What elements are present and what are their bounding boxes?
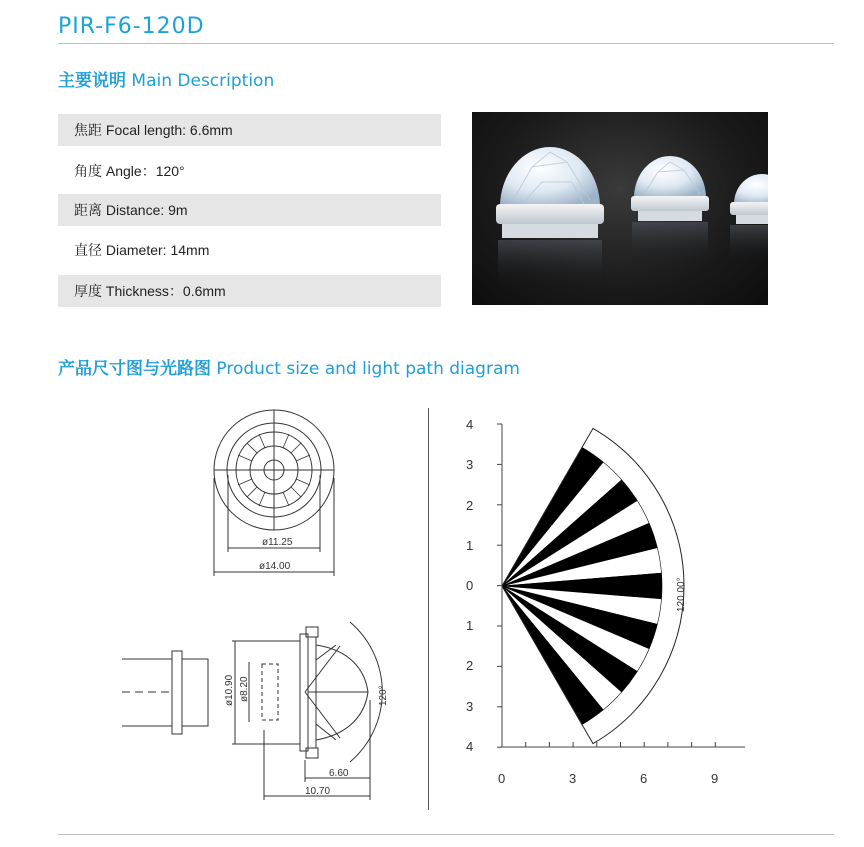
light-path-fan [502,428,684,743]
dim-side-outer: ø10.90 [224,674,235,706]
x-tick-label: 3 [569,771,577,786]
diagram-heading-en: Product size and light path diagram [216,359,520,379]
y-tick-label: 1 [466,538,474,553]
dim-outer-diameter: ø14.00 [259,561,291,572]
x-tick-label: 6 [640,771,648,786]
footer-divider [58,834,834,835]
heading-cn: 主要说明 [58,71,126,91]
fan-angle-label: 120.00° [676,577,687,612]
diagram-heading-cn: 产品尺寸图与光路图 [58,359,211,379]
spec-thickness: 厚度 Thickness：0.6mm [58,275,441,307]
x-tick-label: 9 [711,771,719,786]
y-tick-label: 2 [466,498,474,513]
dim-angle: 120° [378,685,389,706]
y-tick-label: 3 [466,457,474,472]
spec-distance: 距离 Distance: 9m [58,194,441,226]
heading-en: Main Description [131,71,275,91]
dim-inner-diameter: ø11.25 [262,537,293,548]
spec-angle: 角度 Angle：120° [74,163,185,179]
dim-total-depth: 10.70 [305,786,331,797]
y-tick-label: 4 [466,417,474,432]
y-tick-label: 4 [466,739,474,754]
x-tick-label: 0 [498,771,506,786]
dim-side-inner: ø8.20 [239,676,250,702]
y-tick-label: 3 [466,699,474,714]
product-title: PIR-F6-120D [58,14,205,39]
y-tick-label: 2 [466,658,474,673]
y-tick-label: 0 [466,578,474,593]
spec-diameter: 直径 Diameter: 14mm [74,242,210,258]
dim-focal-depth: 6.60 [329,768,349,779]
spec-focal-length: 焦距 Focal length: 6.6mm [58,114,441,146]
y-tick-label: 1 [466,618,474,633]
